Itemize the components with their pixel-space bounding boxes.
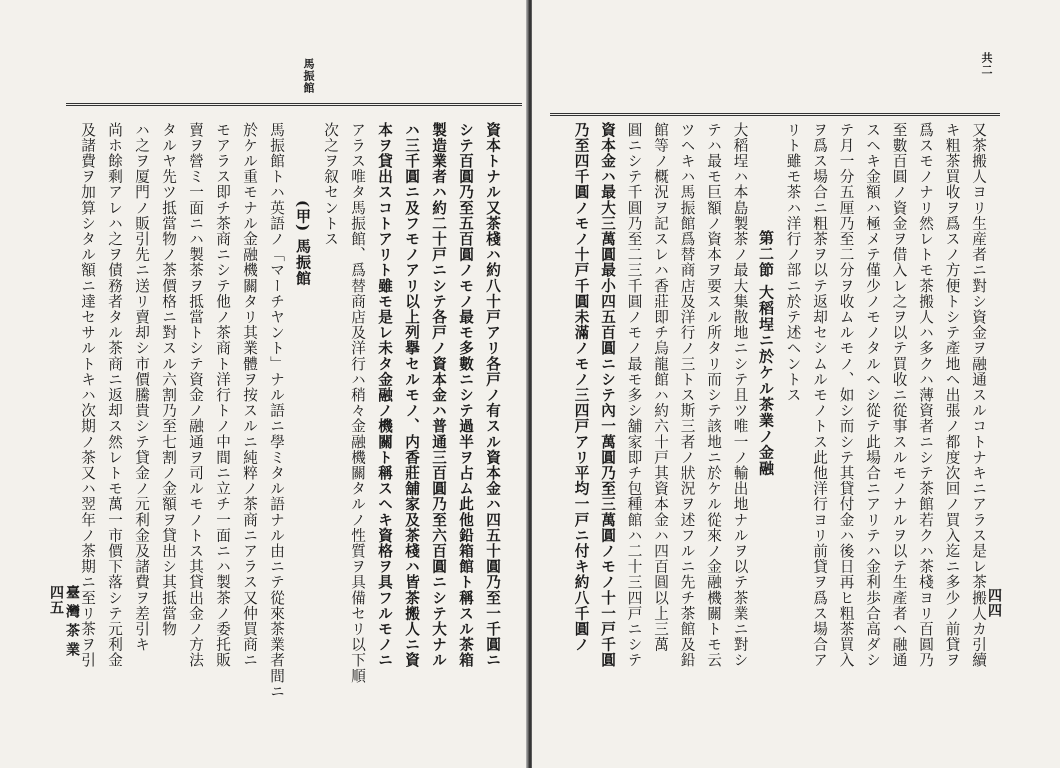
running-head: 共二 bbox=[980, 52, 993, 76]
text-column: 又茶搬人ヨリ生産者ニ對シ資金ヲ融通スルコトナキニアラス是レ茶搬人カ引續 bbox=[970, 122, 987, 668]
text-column: タルヤ先ツ抵當物ノ茶價格ニ對スル六割乃至七割ノ金額ヲ貸出シ其抵當物 bbox=[160, 122, 177, 637]
text-column: 第二節 大稻埕ニ於ケル茶業ノ金融 bbox=[757, 230, 775, 477]
text-column: 至數百圓ノ資金ヲ借入レ之ヲ以テ買收ニ從事スルモノナルヲ以テ生產者ヘ融通 bbox=[890, 122, 908, 668]
page-number: 四四 bbox=[986, 588, 1002, 618]
text-column: 本ヲ貸出スコトアリト雖モ是レ未タ金融ノ機關ト稱スヘキ資格ヲ具フルモノニ bbox=[376, 122, 393, 668]
text-column: 大稻埕ハ本島製茶ノ最大集散地ニシテ且ツ唯一ノ輸出地ナルヲ以テ茶業ニ對シ bbox=[731, 122, 749, 668]
text-column: 乃至四千圓ノモノ十戸千圓未滿ノモノ三四戸アリ平均一戸ニ付キ約八千圓ノ bbox=[572, 122, 590, 653]
text-column: スヘキ金額ハ極メテ僅少ノモノタルヘシ從テ此場合ニアリテハ金利歩合高ダシ bbox=[864, 122, 881, 668]
text-column: 賣ヲ營ミ一面ニハ製茶ヲ抵當トシテ資金ノ融通ヲ司ルモノトス其貸出金ノ方法 bbox=[187, 122, 204, 668]
text-column: ハ三千圓ニ及フモノアリ以上列擧セルモノ、内香莊舖家及茶棧ハ皆茶搬人ニ資 bbox=[403, 122, 420, 668]
text-column: テ月一分五厘乃至二分ヲ收ムルモノ、如シ而シテ其貸付金ハ後日再ヒ粗茶買入 bbox=[837, 122, 855, 668]
page-number: 四五 bbox=[48, 585, 64, 615]
left-page bbox=[0, 0, 528, 768]
text-column: ヲ爲ス場合ニ粗茶ヲ以テ返却セシムルモノトス此他洋行ヨリ前貸ヲ爲ス場合ア bbox=[811, 122, 828, 668]
text-column: 圓ニシテ千圓乃至二三千圓ノモノ最モ多シ舖家即チ包種館ハ二十三四戸ニシテ bbox=[625, 122, 643, 668]
text-column: 尚ホ餘剩アレハ之ヲ債務者タル茶商ニ返却ス然レトモ萬一市價下落シテ元利金 bbox=[106, 122, 123, 668]
text-column: 資本金ハ最大三萬圓最小四五百圓ニシテ內一萬圓乃至三萬圓ノモノ十一戸千圓 bbox=[599, 122, 616, 668]
text-column: モアラス即チ茶商ニシテ他ノ茶商ト洋行トノ中間ニ立チ一面ニハ製茶ノ委托販 bbox=[214, 122, 231, 668]
text-column: 爲スモノナリ然レトモ茶搬人ハ多クハ薄資者ニシテ茶館若クハ茶棧ヨリ百圓乃 bbox=[917, 122, 934, 668]
text-column: 馬振館トハ英語ノ「マーチヤント」ナル語ニ學ミタル語ナル由ニテ從來茶業者間ニ bbox=[268, 122, 285, 700]
text-column: 資本トナル又茶棧ハ約八十戸アリ各戸ノ有スル資本金ハ四五十圓乃至一千圓ニ bbox=[484, 122, 501, 668]
text-column: (甲) 馬振館 bbox=[294, 200, 312, 287]
text-column: ツヘキハ馬振館爲替商店及洋行ノ三トス斯三者ノ狀況ヲ述フルニ先チ茶館及鉛 bbox=[678, 122, 696, 668]
header-rule bbox=[66, 103, 522, 106]
text-column: 製造業者ハ約二十戸ニシテ各戸ノ資本金ハ普通三百圓乃至六百圓ニシテ大ナル bbox=[430, 122, 447, 668]
text-column: ハ之ヲ厦門ノ販引先ニ送リ賣却シ市價騰貴シテ貸金ノ元利金及諸費ヲ差引キ bbox=[133, 122, 150, 653]
text-column: リト雖モ茶ハ洋行ノ部ニ於テ述ヘントス bbox=[784, 122, 802, 403]
text-column: キ粗茶買收ヲ爲スノ方便トシテ產地ヘ出張ノ都度次回ノ買入迄ニ多少ノ前貸ヲ bbox=[943, 122, 961, 668]
text-column: 於ケル重モナル金融機關タリ其業體ヲ按スルニ純粹ノ茶商ニアラス又仲買商ニ bbox=[241, 122, 258, 668]
text-column: 館等ノ概況ヲ記スレハ香莊即チ烏龍館ハ約六十戸其資本金ハ四百圓以上三萬 bbox=[652, 122, 669, 653]
text-column: 及諸費ヲ加算シタル額ニ達セサルトキハ次期ノ茶又ハ翌年ノ茶期ニ至リ茶ヲ引 bbox=[79, 122, 96, 668]
right-page bbox=[532, 0, 1060, 768]
book-title-footer: 臺灣茶業 bbox=[64, 585, 80, 661]
text-column: シテ百圓乃至五百圓ノモノ最モ多數ニシテ過半ヲ占ム此他鉛箱館ト稱スル茶箱 bbox=[457, 122, 474, 668]
text-column: テハ最モ巨額ノ資本ヲ要スル所タリ而シテ該地ニ於ケル從來ノ金融機關トモ云 bbox=[705, 122, 722, 668]
text-column: 次之ヲ叙セントス bbox=[322, 122, 339, 247]
running-head: 馬振館 bbox=[302, 58, 315, 94]
text-column: アラス唯タ馬振館、爲替商店及洋行ハ稍々金融機關タルノ性質ヲ具備セリ以下順 bbox=[349, 122, 366, 684]
header-rule bbox=[550, 113, 1000, 116]
